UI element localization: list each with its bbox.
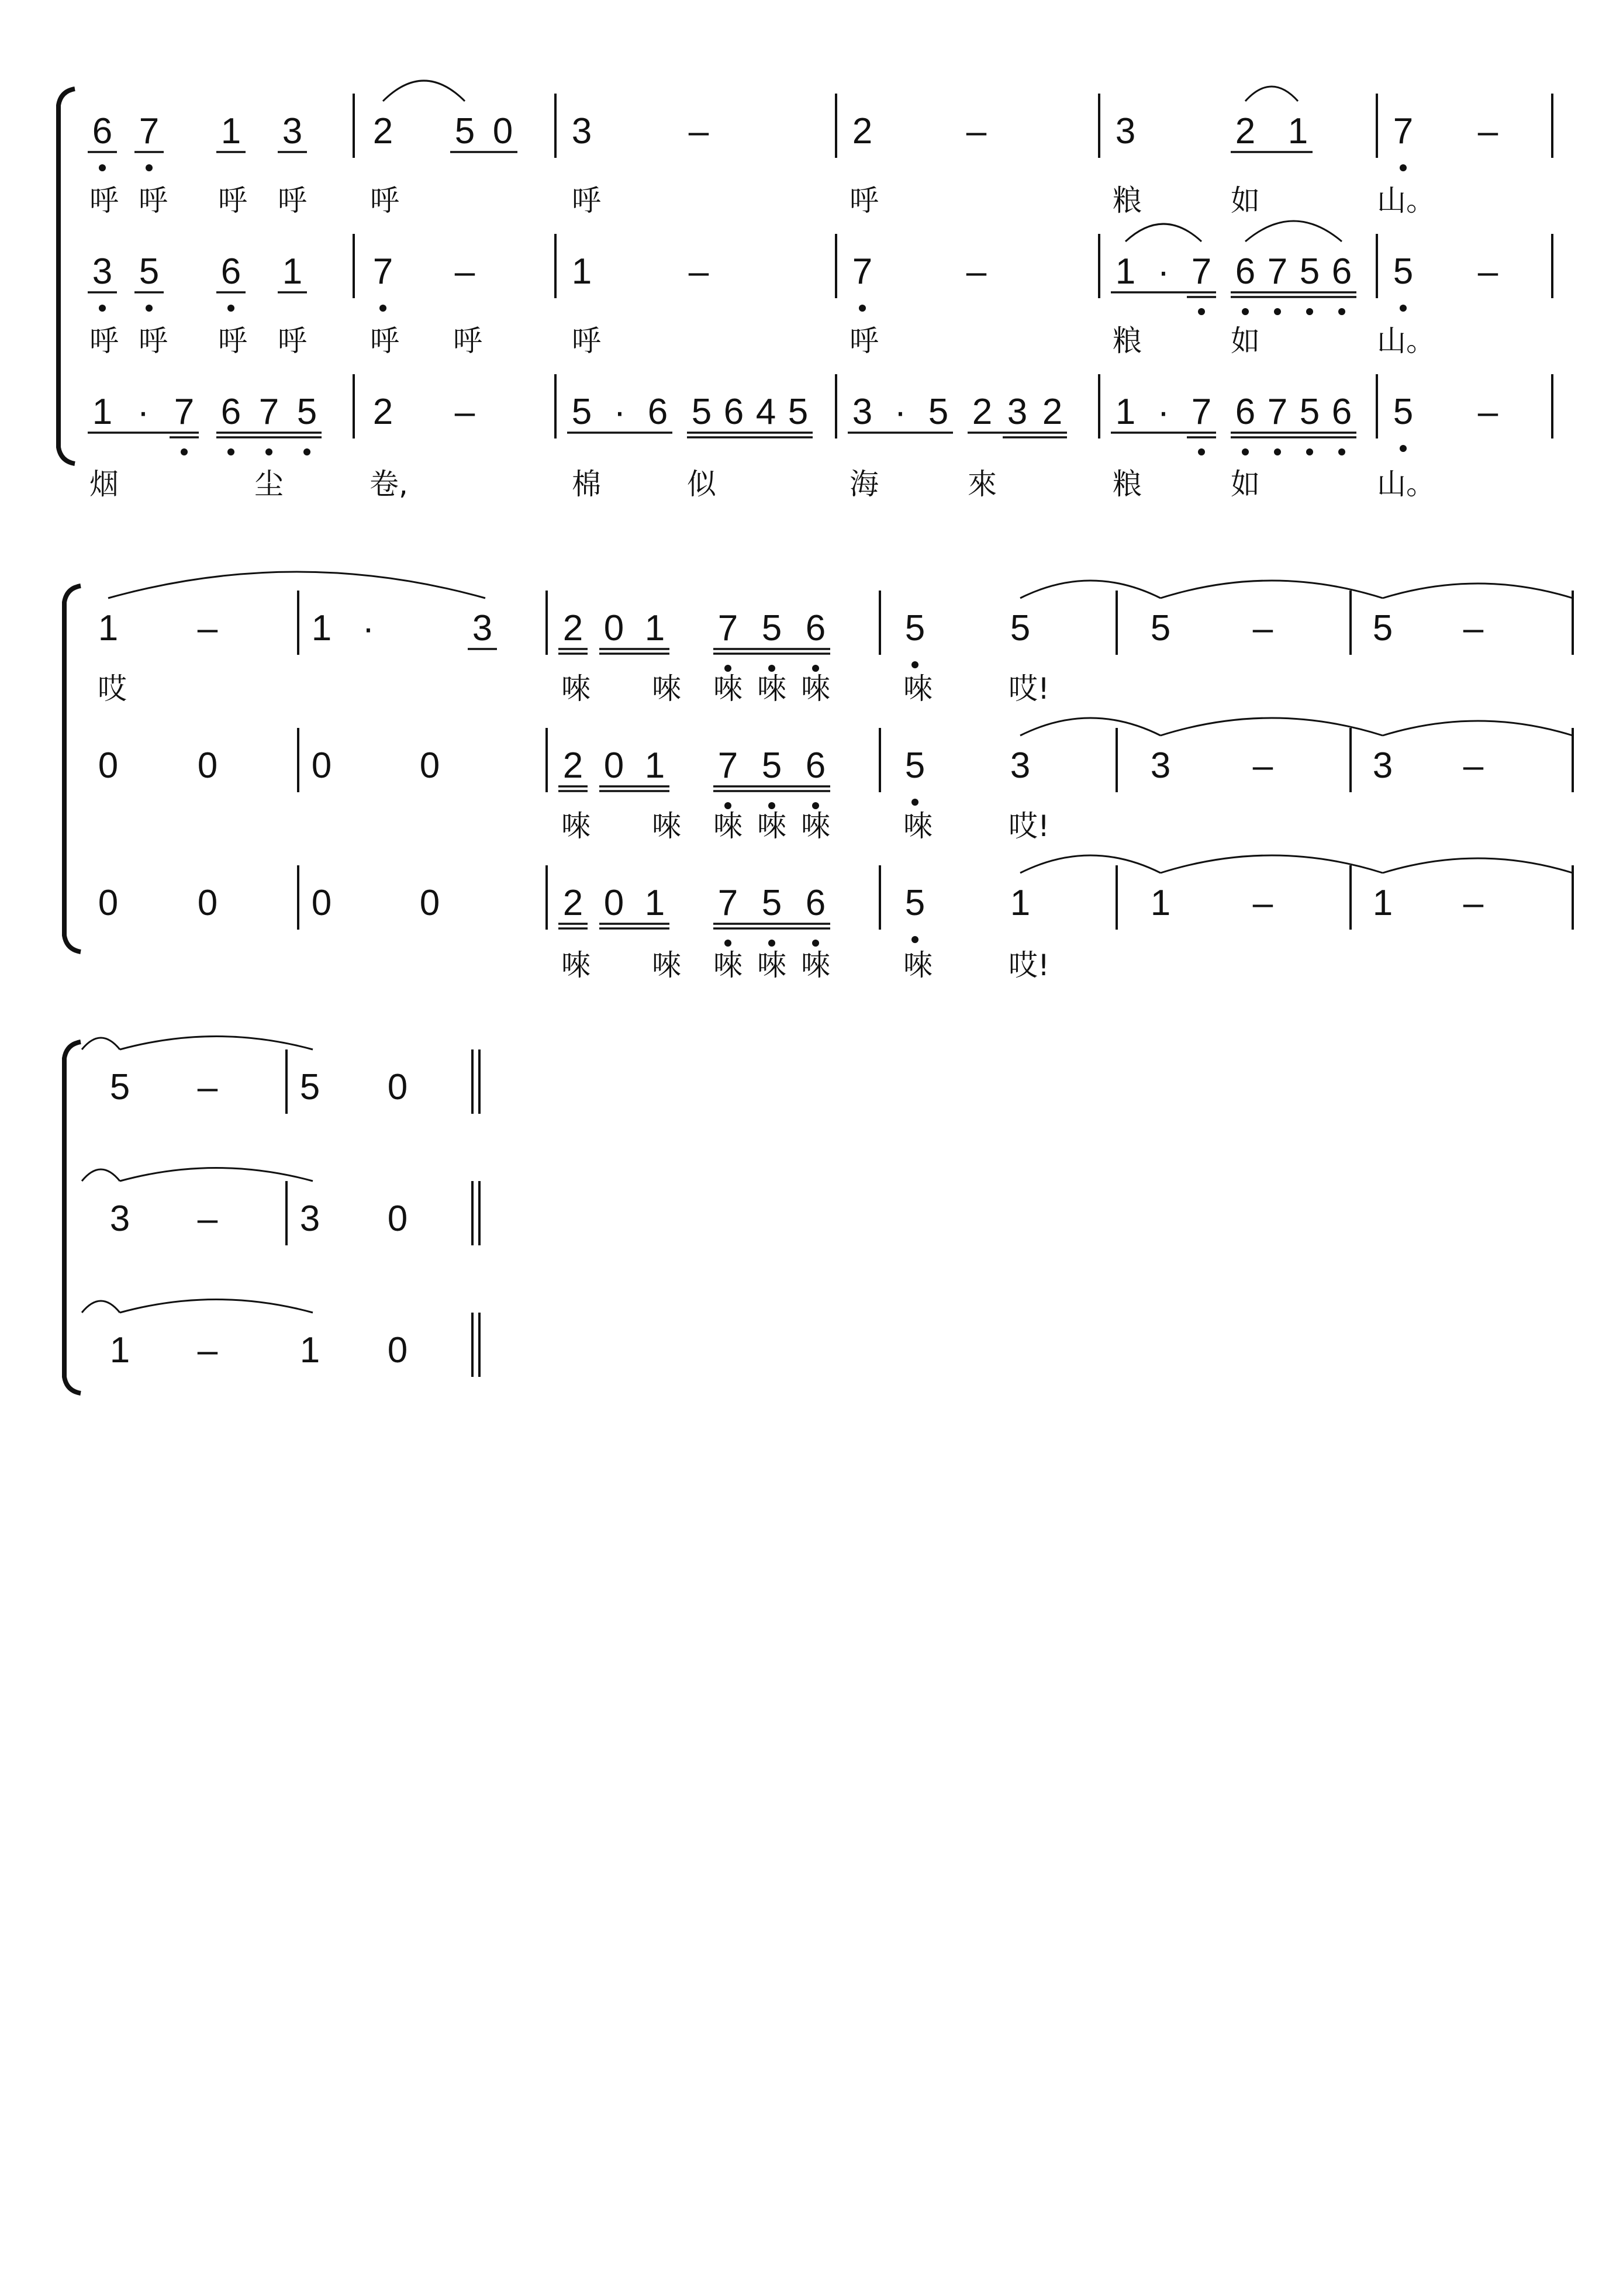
note: 3 [109, 1199, 130, 1239]
lyric: 呼 [218, 324, 247, 358]
lyric: 似 [687, 467, 716, 501]
tie [383, 81, 465, 101]
note: 1 [92, 392, 113, 432]
octave-dot [379, 305, 386, 312]
note: 6 [1235, 392, 1256, 432]
note: 0 [603, 745, 624, 786]
note: – [1463, 745, 1484, 786]
octave-dot [768, 665, 775, 672]
lyric: 來 [968, 467, 997, 501]
note: 5 [1372, 608, 1393, 648]
note: 3 [852, 392, 873, 432]
lyric: 唻 [801, 672, 830, 706]
octave-dot [99, 305, 106, 312]
lyric: 哎! [1008, 809, 1050, 843]
note: – [688, 251, 709, 292]
lyric: 如 [1231, 324, 1260, 358]
note: 6 [1235, 251, 1256, 292]
note: 0 [603, 608, 624, 648]
note: · [1157, 251, 1170, 292]
note: 1 [1010, 883, 1031, 923]
lyric: 粮 [1113, 184, 1142, 217]
note: 6 [805, 745, 826, 786]
note: 3 [282, 111, 303, 151]
lyric: 呼 [572, 184, 601, 217]
note: 1 [311, 608, 332, 648]
octave-dot [1400, 164, 1407, 171]
tie [108, 572, 485, 598]
lyric: 山。 [1377, 184, 1435, 217]
note: 1 [1287, 111, 1308, 151]
note: – [1477, 392, 1498, 432]
tie [120, 1037, 313, 1050]
note: 6 [1331, 392, 1352, 432]
lyric: 唻 [757, 809, 786, 843]
note: 1 [571, 251, 592, 292]
note: 7 [717, 745, 738, 786]
lyric: 烟 [89, 467, 119, 501]
note: 2 [562, 745, 583, 786]
note: 7 [372, 251, 393, 292]
octave-dot [768, 802, 775, 809]
lyric: 唻 [903, 948, 933, 982]
octave-dot [812, 665, 819, 672]
note: · [894, 392, 907, 432]
octave-dot [1306, 448, 1313, 455]
lyric: 唻 [652, 672, 681, 706]
note: 7 [139, 111, 160, 151]
note: 1 [1115, 392, 1136, 432]
note: 0 [311, 745, 332, 786]
note: 7 [852, 251, 873, 292]
tie [1125, 224, 1201, 241]
tie [82, 1038, 120, 1049]
lyric: 粮 [1113, 324, 1142, 358]
lyric: 唻 [903, 672, 933, 706]
lyric: 呼 [278, 324, 307, 358]
note: 7 [717, 608, 738, 648]
note: 5 [1299, 251, 1320, 292]
lyric: 呼 [218, 184, 247, 217]
octave-dot [1242, 308, 1249, 315]
octave-dot [1306, 308, 1313, 315]
note: 5 [904, 608, 926, 648]
lyric: 呼 [370, 324, 399, 358]
note: 4 [755, 392, 776, 432]
note: 0 [419, 883, 440, 923]
note: 0 [419, 745, 440, 786]
note: 3 [1150, 745, 1171, 786]
lyric: 尘 [254, 467, 284, 501]
lyric: 唻 [561, 672, 591, 706]
note: 1 [109, 1330, 130, 1370]
note: 3 [92, 251, 113, 292]
octave-dot [768, 940, 775, 947]
note: – [197, 608, 218, 648]
octave-dot [303, 448, 310, 455]
note: · [613, 392, 626, 432]
note: 1 [644, 745, 665, 786]
note: 5 [928, 392, 949, 432]
note: 3 [299, 1199, 320, 1239]
tie [1020, 581, 1161, 598]
lyric: 哎! [1008, 948, 1050, 982]
octave-dot [1242, 448, 1249, 455]
octave-dot [146, 305, 153, 312]
note: 3 [571, 111, 592, 151]
note: – [1252, 745, 1273, 786]
note: 5 [571, 392, 592, 432]
octave-dot [724, 940, 731, 947]
note: 0 [197, 883, 218, 923]
note: – [1463, 883, 1484, 923]
note: 5 [454, 111, 475, 151]
note: 6 [723, 392, 744, 432]
lyric: 唻 [757, 948, 786, 982]
note: 0 [387, 1067, 408, 1107]
note: 1 [1150, 883, 1171, 923]
lyric: 唻 [652, 809, 681, 843]
note: 1 [1372, 883, 1393, 923]
note: 7 [1267, 392, 1288, 432]
note: 0 [492, 111, 513, 151]
note: – [197, 1199, 218, 1239]
note: 6 [220, 392, 241, 432]
note: 5 [296, 392, 317, 432]
note: 0 [98, 745, 119, 786]
note: 7 [1191, 392, 1212, 432]
note: 0 [603, 883, 624, 923]
note: – [1252, 883, 1273, 923]
octave-dot [1400, 445, 1407, 452]
tie [1020, 855, 1161, 873]
note: – [688, 111, 709, 151]
note: 5 [761, 608, 782, 648]
note: 2 [852, 111, 873, 151]
system-bracket [58, 89, 75, 464]
lyric: 卷, [370, 467, 408, 501]
note: 5 [299, 1067, 320, 1107]
note: 5 [788, 392, 809, 432]
note: 6 [647, 392, 668, 432]
lyric: 唻 [713, 672, 743, 706]
note: 0 [197, 745, 218, 786]
lyric: 山。 [1377, 324, 1435, 358]
lyric: 呼 [850, 184, 879, 217]
octave-dot [99, 164, 106, 171]
note: – [966, 251, 987, 292]
lyric: 哎! [1008, 672, 1050, 706]
note: 0 [311, 883, 332, 923]
note: 2 [972, 392, 993, 432]
lyric: 呼 [278, 184, 307, 217]
lyric: 唻 [713, 809, 743, 843]
tie [120, 1168, 313, 1182]
note: – [966, 111, 987, 151]
note: 7 [717, 883, 738, 923]
system-bracket [64, 1042, 81, 1393]
note: – [197, 1330, 218, 1370]
note: – [1463, 608, 1484, 648]
lyric: 呼 [453, 324, 482, 358]
system-bracket [64, 586, 81, 952]
note: 5 [139, 251, 160, 292]
note: – [197, 1067, 218, 1107]
note: 5 [109, 1067, 130, 1107]
octave-dot [859, 305, 866, 312]
note: 5 [1393, 392, 1414, 432]
octave-dot [265, 448, 272, 455]
note: 6 [220, 251, 241, 292]
octave-dot [1400, 305, 1407, 312]
octave-dot [146, 164, 153, 171]
octave-dot [1338, 448, 1345, 455]
note: 1 [282, 251, 303, 292]
note: 5 [761, 883, 782, 923]
octave-dot [812, 802, 819, 809]
note: 5 [761, 745, 782, 786]
lyric: 唻 [713, 948, 743, 982]
note: – [1477, 111, 1498, 151]
lyric: 呼 [89, 184, 119, 217]
lyric: 棉 [572, 467, 601, 501]
lyric: 呼 [572, 324, 601, 358]
lyric: 呼 [139, 324, 168, 358]
octave-dot [724, 802, 731, 809]
lyric: 唻 [801, 809, 830, 843]
octave-dot [227, 448, 234, 455]
note: 7 [1191, 251, 1212, 292]
note: 1 [644, 883, 665, 923]
octave-dot [1274, 308, 1281, 315]
lyric: 粮 [1113, 467, 1142, 501]
octave-dot [1198, 448, 1205, 455]
note: · [137, 392, 150, 432]
octave-dot [812, 940, 819, 947]
octave-dot [724, 665, 731, 672]
lyric: 山。 [1377, 467, 1435, 501]
note: 6 [1331, 251, 1352, 292]
note: 6 [805, 608, 826, 648]
note: 5 [1010, 608, 1031, 648]
note: 5 [904, 883, 926, 923]
note: 2 [562, 883, 583, 923]
note: – [454, 392, 475, 432]
lyric: 哎 [98, 672, 127, 706]
note: 3 [1115, 111, 1136, 151]
tie [1383, 721, 1573, 736]
note: 0 [98, 883, 119, 923]
note: 7 [258, 392, 279, 432]
note: 1 [299, 1330, 320, 1370]
note: 5 [1150, 608, 1171, 648]
lyric: 海 [850, 467, 879, 501]
octave-dot [1198, 308, 1205, 315]
note: 7 [1267, 251, 1288, 292]
lyric: 唻 [801, 948, 830, 982]
lyric: 唻 [903, 809, 933, 843]
note: 3 [1010, 745, 1031, 786]
octave-dot [181, 448, 188, 455]
lyric: 唻 [561, 948, 591, 982]
note: 1 [644, 608, 665, 648]
note: 6 [92, 111, 113, 151]
note: 5 [904, 745, 926, 786]
note: 2 [372, 111, 393, 151]
lyric: 如 [1231, 467, 1260, 501]
note: – [1477, 251, 1498, 292]
note: 2 [1235, 111, 1256, 151]
lyric: 如 [1231, 184, 1260, 217]
octave-dot [911, 661, 918, 668]
tie [1245, 221, 1342, 241]
octave-dot [1338, 308, 1345, 315]
tie [120, 1300, 313, 1313]
note: 7 [174, 392, 195, 432]
note: 7 [1393, 111, 1414, 151]
note: 0 [387, 1330, 408, 1370]
note: – [454, 251, 475, 292]
note: · [1157, 392, 1170, 432]
tie [1383, 584, 1573, 598]
octave-dot [911, 936, 918, 943]
note: 2 [562, 608, 583, 648]
lyric: 唻 [757, 672, 786, 706]
octave-dot [227, 305, 234, 312]
note: 5 [1393, 251, 1414, 292]
octave-dot [911, 799, 918, 806]
note: 3 [1007, 392, 1028, 432]
note: 1 [220, 111, 241, 151]
note: 1 [98, 608, 119, 648]
tie [1020, 718, 1161, 736]
note: 5 [691, 392, 712, 432]
tie [1245, 87, 1298, 101]
tie [1383, 858, 1573, 873]
lyric: 唻 [561, 809, 591, 843]
octave-dot [1274, 448, 1281, 455]
tie [82, 1301, 120, 1313]
lyric: 呼 [89, 324, 119, 358]
note: 6 [805, 883, 826, 923]
note: · [362, 608, 375, 648]
note: 1 [1115, 251, 1136, 292]
tie [82, 1169, 120, 1181]
lyric: 呼 [850, 324, 879, 358]
note: 2 [1042, 392, 1063, 432]
note: 2 [372, 392, 393, 432]
lyric: 呼 [139, 184, 168, 217]
note: 0 [387, 1199, 408, 1239]
note: – [1252, 608, 1273, 648]
note: 3 [472, 608, 493, 648]
note: 5 [1299, 392, 1320, 432]
note: 3 [1372, 745, 1393, 786]
lyric: 呼 [370, 184, 399, 217]
lyric: 唻 [652, 948, 681, 982]
